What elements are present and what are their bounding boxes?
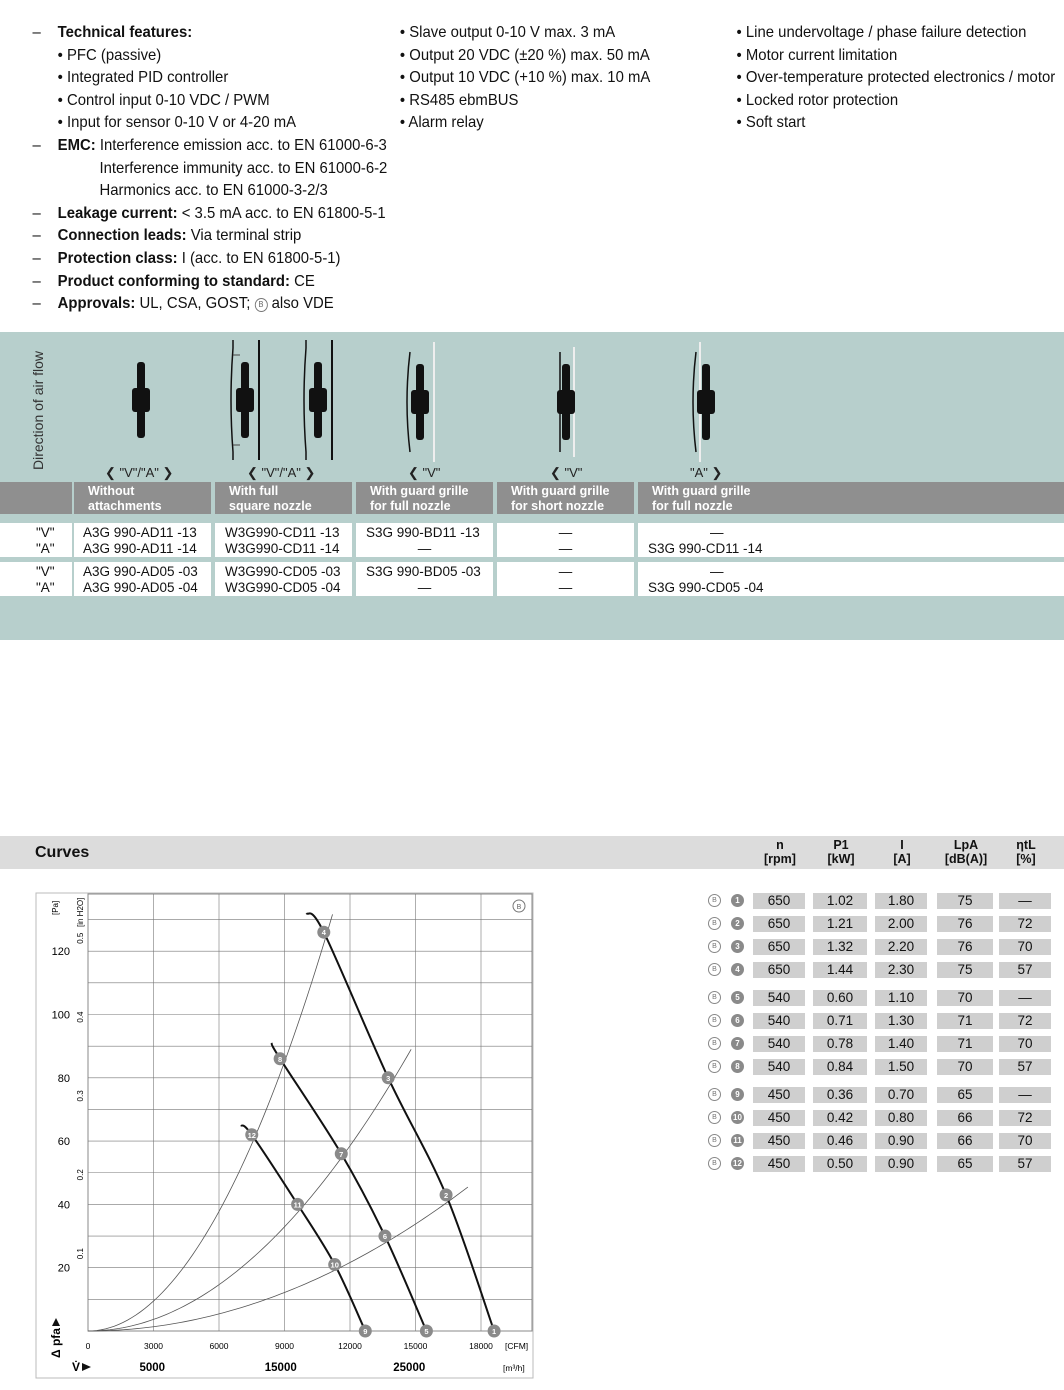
feature-text: < 3.5 mA acc. to EN 61800-5-1 — [181, 204, 386, 222]
variant-cell — [638, 523, 1064, 557]
curve-number-badge: 9 — [731, 1088, 744, 1101]
curve-value-cell: 650 — [753, 962, 805, 978]
curve-value-cell: 75 — [937, 962, 993, 978]
curve-value-cell: 57 — [999, 1156, 1051, 1172]
col-header: Without attachments — [74, 482, 211, 514]
variant-cell — [215, 523, 352, 557]
curve-number-badge: 8 — [731, 1060, 744, 1073]
dash-marker: – — [32, 204, 41, 222]
vde-b-icon: B — [708, 1037, 721, 1050]
vde-b-icon: B — [708, 1111, 721, 1124]
feature-text: also VDE — [271, 295, 334, 313]
airflow-arrow-label: "A" ❯ — [690, 465, 723, 480]
article-number: S3G 990-BD11 -13 — [366, 525, 480, 540]
curve-number-badge: 4 — [731, 963, 744, 976]
feature-label: Product conforming to standard: — [57, 272, 290, 290]
y-axis-arrow-icon — [52, 1318, 60, 1326]
curve-value-cell: 66 — [937, 1110, 993, 1126]
feature-label: Technical features: — [57, 24, 193, 41]
article-number: A3G 990-AD11 -13 — [83, 525, 197, 540]
col-header: With guard grille for short nozzle — [497, 482, 634, 514]
feature-text: Harmonics acc. to EN 61000-3-2/3 — [99, 182, 328, 200]
curve-number-badge: 11 — [731, 1134, 744, 1147]
curve-value-cell: 75 — [937, 893, 993, 909]
curve-value-cell: 1.50 — [875, 1059, 927, 1075]
dash-marker: – — [32, 137, 41, 154]
y-tick-pa: 120 — [51, 946, 70, 959]
feature-text: Via terminal strip — [190, 227, 302, 245]
feature-line — [58, 22, 193, 44]
y-tick-inh2o: 0.4 — [76, 1011, 85, 1023]
curve-value-cell: 71 — [937, 1036, 993, 1052]
operating-point-label: 9 — [363, 1327, 368, 1336]
feature-line — [58, 135, 387, 157]
x-tick-m3h: 25000 — [393, 1362, 426, 1374]
feature-line — [400, 90, 519, 112]
vde-b-icon: B — [708, 1014, 721, 1027]
feature-line — [737, 67, 1056, 89]
x-axis-arrow-icon — [82, 1363, 91, 1371]
curve-value-cell: 1.10 — [875, 990, 927, 1006]
va-label: "A" — [36, 541, 55, 556]
curve-number-badge: 5 — [731, 991, 744, 1004]
bullet-icon: • — [399, 24, 410, 41]
y-unit-inh2o: [in H2O] — [76, 897, 85, 927]
col-name: n — [776, 838, 784, 852]
variant-cell — [497, 562, 634, 596]
x-tick-cfm: 3000 — [144, 1341, 163, 1351]
x-unit-cfm: [CFM] — [505, 1341, 529, 1351]
article-number: S3G 990-CD11 -14 — [648, 541, 763, 556]
feature-text: Slave output 0-10 V max. 3 mA — [409, 24, 616, 41]
airflow-arrow-label: ❮ "V"/"A" ❯ — [247, 465, 316, 480]
direction-label: Direction of air flow — [30, 350, 46, 470]
vde-b-icon: B — [708, 991, 721, 1004]
curve-value-cell: 70 — [937, 1059, 993, 1075]
y-tick-inh2o: 0.3 — [76, 1090, 85, 1102]
curve-value-cell: 540 — [753, 1036, 805, 1052]
operating-point-label: 12 — [247, 1130, 256, 1140]
operating-point-label: 2 — [443, 1190, 449, 1200]
curve-value-cell: 1.80 — [875, 893, 927, 909]
curve-col-header — [939, 838, 993, 866]
operating-point — [335, 1147, 348, 1160]
y-axis-label: Δ pfa — [49, 1328, 63, 1358]
y-tick-inh2o: 0.1 — [76, 1248, 85, 1260]
operating-point-label: 4 — [321, 928, 326, 938]
not-available: — — [710, 564, 724, 579]
article-number: S3G 990-CD05 -04 — [648, 580, 764, 595]
curve-value-cell: 540 — [753, 990, 805, 1006]
dash-marker: – — [32, 24, 41, 41]
col-header: With full square nozzle — [215, 482, 352, 514]
col-unit: [%] — [1016, 852, 1036, 866]
curve-value-cell: 450 — [753, 1156, 805, 1172]
curve-value-cell: 57 — [999, 962, 1051, 978]
y-tick-pa: 40 — [57, 1199, 70, 1212]
curve-value-cell: 2.30 — [875, 962, 927, 978]
variant-cell — [74, 523, 211, 557]
curve-value-cell: 0.70 — [875, 1087, 927, 1103]
feature-line — [737, 22, 1027, 44]
curve-value-cell: 0.46 — [813, 1133, 867, 1149]
curve-value-cell: 70 — [999, 1133, 1051, 1149]
curve-value-cell: 70 — [999, 939, 1051, 955]
curve-value-cell: 1.32 — [813, 939, 867, 955]
curve-number-badge: 1 — [731, 894, 744, 907]
airflow-arrow-label: ❮ "V" — [408, 465, 441, 480]
feature-text: Interference emission acc. to EN 61000-6-3 — [99, 137, 387, 154]
feature-line — [100, 158, 388, 180]
feature-line — [58, 271, 315, 293]
va-labels — [36, 525, 55, 557]
x-unit-m3h: [m³/h] — [503, 1363, 525, 1373]
fan-icon — [132, 362, 150, 438]
feature-line — [58, 67, 229, 89]
curve-value-cell: 2.00 — [875, 916, 927, 932]
va-labels — [36, 564, 55, 596]
bullet-icon: • — [399, 46, 410, 64]
curve-col-header — [877, 838, 927, 866]
col-unit: [A] — [893, 852, 911, 866]
curve-value-cell: 72 — [999, 1013, 1051, 1029]
curve-number-badge: 3 — [731, 940, 744, 953]
operating-point — [440, 1188, 453, 1201]
not-available: — — [558, 564, 573, 579]
vde-b-icon: B — [254, 298, 267, 312]
curve-value-cell: 540 — [753, 1059, 805, 1075]
curve-value-cell: 650 — [753, 916, 805, 932]
feature-line — [400, 22, 615, 44]
feature-line — [400, 45, 650, 67]
curve-col-header — [755, 838, 805, 866]
dash-marker: – — [32, 227, 41, 245]
curve-value-cell: 0.90 — [875, 1133, 927, 1149]
operating-point — [291, 1198, 304, 1211]
feature-line — [737, 112, 806, 134]
col-name: ηtL — [1016, 838, 1036, 852]
bullet-icon: • — [57, 46, 68, 64]
feature-line — [400, 67, 650, 89]
curve-value-cell: 72 — [999, 1110, 1051, 1126]
variant-cell — [497, 523, 634, 557]
feature-text: CE — [294, 272, 315, 290]
curve-value-cell: 450 — [753, 1087, 805, 1103]
fan-curve-chart — [0, 880, 560, 1385]
curves-title: Curves — [35, 844, 90, 861]
curve-value-cell: — — [999, 990, 1051, 1006]
dash-marker: – — [32, 250, 41, 267]
y-unit-pa: [Pa] — [51, 900, 60, 915]
va-label: "V" — [36, 564, 55, 579]
curve-value-cell: 1.21 — [813, 916, 867, 932]
article-number: W3G990-CD11 -13 — [225, 525, 340, 540]
feature-text: Soft start — [745, 114, 806, 132]
col-name: P1 — [833, 838, 849, 852]
not-available: — — [558, 525, 573, 540]
curve-value-cell: 2.20 — [875, 939, 927, 955]
feature-label: Connection leads: — [57, 227, 187, 245]
feature-line — [737, 45, 898, 67]
curve-value-cell: 0.60 — [813, 990, 867, 1006]
vde-b-icon: B — [708, 940, 721, 953]
col-name: I — [900, 838, 904, 852]
feature-text: Motor current limitation — [745, 46, 898, 64]
feature-text: Interference immunity acc. to EN 61000-6-2 — [99, 159, 388, 177]
feature-text: Line undervoltage / phase failure detection — [745, 24, 1027, 41]
operating-point-label: 7 — [339, 1149, 344, 1159]
fan-drawings — [0, 332, 1064, 467]
curve-value-cell: 0.80 — [875, 1110, 927, 1126]
curve-value-cell: 450 — [753, 1110, 805, 1126]
feature-text: I (acc. to EN 61800-5-1) — [181, 250, 341, 267]
not-available: — — [417, 580, 432, 595]
curve-number-badge: 6 — [731, 1014, 744, 1027]
vde-b-icon: B — [708, 1060, 721, 1073]
x-tick-cfm: 15000 — [403, 1341, 428, 1351]
col-header: With guard grille for full nozzle — [356, 482, 493, 514]
bullet-icon: • — [399, 69, 410, 87]
curve-value-cell: 70 — [999, 1036, 1051, 1052]
y-tick-pa: 60 — [57, 1136, 70, 1149]
bullet-icon: • — [736, 24, 746, 41]
not-available: — — [417, 541, 432, 556]
feature-text: Output 10 VDC (+10 %) max. 10 mA — [409, 69, 651, 87]
curve-value-cell: 0.84 — [813, 1059, 867, 1075]
variant-cell — [638, 562, 1064, 596]
curve-value-cell: 540 — [753, 1013, 805, 1029]
curve-number-badge: 2 — [731, 917, 744, 930]
bullet-icon: • — [57, 114, 68, 132]
feature-line — [58, 90, 270, 112]
curve-value-cell: 0.50 — [813, 1156, 867, 1172]
x-tick-cfm: 6000 — [209, 1341, 229, 1351]
feature-line — [400, 112, 484, 134]
curve-value-cell: 650 — [753, 939, 805, 955]
curve-value-cell: 65 — [937, 1156, 993, 1172]
fan-with-nozzle-icon — [231, 340, 259, 460]
x-tick-m3h: 5000 — [139, 1362, 166, 1374]
operating-point-label: 1 — [492, 1327, 497, 1336]
vde-b-icon: B — [708, 963, 721, 976]
bullet-icon: • — [736, 114, 746, 132]
y-tick-inh2o: 0.2 — [76, 1169, 85, 1181]
feature-line — [58, 293, 334, 315]
dash-marker: – — [32, 272, 41, 290]
curve-col-header — [815, 838, 867, 866]
operating-point — [488, 1325, 501, 1338]
col-unit: [dB(A)] — [944, 852, 988, 866]
col-unit: [rpm] — [764, 852, 796, 866]
feature-line — [58, 112, 296, 134]
operating-point-label: 6 — [382, 1232, 388, 1242]
curve-value-cell: 450 — [753, 1133, 805, 1149]
va-label: "A" — [36, 580, 55, 595]
vde-b-icon: B — [708, 1157, 721, 1170]
operating-point — [382, 1071, 395, 1084]
curve-value-cell: 70 — [937, 990, 993, 1006]
vde-b-icon: B — [708, 894, 721, 907]
curve-value-cell: 71 — [937, 1013, 993, 1029]
curve-value-cell: 0.36 — [813, 1087, 867, 1103]
feature-text: Locked rotor protection — [745, 91, 899, 109]
operating-point — [245, 1128, 258, 1141]
curve-col-header — [1001, 838, 1051, 866]
feature-text: Integrated PID controller — [67, 69, 229, 87]
article-number: A3G 990-AD05 -04 — [83, 580, 198, 595]
fan-with-guard-grille-icon — [407, 342, 434, 462]
operating-point-label: 10 — [330, 1260, 339, 1270]
bullet-icon: • — [736, 69, 746, 87]
operating-point — [359, 1325, 372, 1338]
dash-marker: – — [32, 295, 41, 313]
variant-cell — [74, 562, 211, 596]
operating-point-label: 5 — [424, 1327, 429, 1336]
operating-point-label: 3 — [386, 1073, 391, 1083]
feature-text: RS485 ebmBUS — [409, 91, 519, 109]
chart-badge-text: B — [516, 904, 522, 911]
variant-cell — [215, 562, 352, 596]
feature-line — [58, 203, 386, 225]
y-tick-pa: 80 — [57, 1072, 70, 1085]
y-tick-pa: 100 — [51, 1009, 70, 1022]
operating-point-label: 8 — [278, 1054, 283, 1064]
article-number: W3G990-CD11 -14 — [225, 541, 340, 556]
feature-text: Input for sensor 0-10 V or 4-20 mA — [67, 114, 297, 132]
curve-value-cell: 72 — [999, 916, 1051, 932]
article-number: W3G990-CD05 -04 — [225, 580, 341, 595]
features-section — [0, 22, 1056, 322]
feature-label: Approvals: — [57, 295, 136, 313]
curve-value-cell: 0.42 — [813, 1110, 867, 1126]
variant-cell — [356, 562, 493, 596]
vde-b-icon: B — [708, 1088, 721, 1101]
feature-text: Output 20 VDC (±20 %) max. 50 mA — [409, 46, 650, 64]
not-available: — — [710, 525, 724, 540]
feature-text: UL, CSA, GOST; — [139, 295, 251, 313]
curve-value-cell: — — [999, 893, 1051, 909]
airflow-arrow-label: ❮ "V" — [550, 465, 583, 480]
feature-text: Control input 0-10 VDC / PWM — [67, 91, 270, 109]
article-number: A3G 990-AD05 -03 — [83, 564, 198, 579]
feature-label: Leakage current: — [57, 204, 178, 222]
bullet-icon: • — [57, 91, 68, 109]
operating-point — [378, 1230, 391, 1243]
bullet-icon: • — [399, 114, 409, 132]
curve-value-cell: 1.40 — [875, 1036, 927, 1052]
x-tick-cfm: 0 — [85, 1341, 91, 1351]
plot-area — [88, 894, 532, 1331]
curve-value-cell: 65 — [937, 1087, 993, 1103]
airflow-arrow-label: ❮ "V"/"A" ❯ — [105, 465, 174, 480]
curve-value-cell: 650 — [753, 893, 805, 909]
vde-b-icon: B — [708, 917, 721, 930]
bullet-icon: • — [57, 69, 68, 87]
operating-point — [317, 926, 330, 939]
va-label: "V" — [36, 525, 55, 540]
feature-label: EMC: — [57, 137, 96, 154]
operating-point — [274, 1052, 287, 1065]
x-tick-cfm: 12000 — [338, 1341, 362, 1351]
feature-line — [58, 248, 341, 270]
operating-point — [328, 1258, 341, 1271]
article-number: W3G990-CD05 -03 — [225, 564, 341, 579]
feature-text: PFC (passive) — [67, 46, 162, 64]
x-tick-m3h: 15000 — [264, 1362, 297, 1374]
curve-value-cell: 1.30 — [875, 1013, 927, 1029]
not-available: — — [558, 580, 573, 595]
curve-value-cell: 76 — [937, 916, 993, 932]
operating-point-label: 11 — [293, 1200, 302, 1210]
curve-value-cell: 0.71 — [813, 1013, 867, 1029]
feature-line — [58, 45, 162, 67]
bullet-icon: • — [736, 46, 746, 64]
curve-value-cell: — — [999, 1087, 1051, 1103]
feature-label: Protection class: — [57, 250, 178, 267]
curve-value-cell: 0.90 — [875, 1156, 927, 1172]
col-name: LpA — [953, 838, 979, 852]
variant-cell — [356, 523, 493, 557]
bullet-icon: • — [399, 91, 410, 109]
x-tick-cfm: 9000 — [275, 1341, 294, 1351]
header-gap — [0, 482, 72, 514]
curve-value-cell: 57 — [999, 1059, 1051, 1075]
vde-b-icon: B — [708, 1134, 721, 1147]
y-tick-pa: 20 — [57, 1262, 70, 1275]
feature-line — [737, 90, 899, 112]
not-available: — — [558, 541, 573, 556]
article-number: S3G 990-BD05 -03 — [366, 564, 481, 579]
curve-value-cell: 76 — [937, 939, 993, 955]
operating-point — [420, 1325, 433, 1338]
curve-number-badge: 7 — [731, 1037, 744, 1050]
bullet-icon: • — [736, 91, 746, 109]
col-header: With guard grille for full nozzle — [638, 482, 1064, 514]
feature-line — [58, 225, 302, 247]
curve-value-cell: 66 — [937, 1133, 993, 1149]
feature-text: Alarm relay — [408, 114, 484, 132]
fan-with-guard-grille-icon — [693, 342, 715, 462]
curve-number-badge: 12 — [731, 1157, 744, 1170]
x-axis-label: V̇ — [72, 1360, 81, 1374]
fan-with-nozzle-icon — [304, 340, 332, 460]
curve-number-badge: 10 — [731, 1111, 744, 1124]
fan-with-guard-grille-short-icon — [557, 347, 575, 457]
feature-line — [100, 180, 328, 202]
col-unit: [kW] — [827, 852, 855, 866]
feature-text: Over-temperature protected electronics / motor — [745, 69, 1056, 87]
curve-value-cell: 0.78 — [813, 1036, 867, 1052]
curve-value-cell: 1.44 — [813, 962, 867, 978]
article-number: A3G 990-AD11 -14 — [83, 541, 197, 556]
curve-value-cell: 1.02 — [813, 893, 867, 909]
x-tick-cfm: 18000 — [469, 1341, 493, 1351]
y-tick-inh2o: 0.5 — [76, 932, 85, 944]
